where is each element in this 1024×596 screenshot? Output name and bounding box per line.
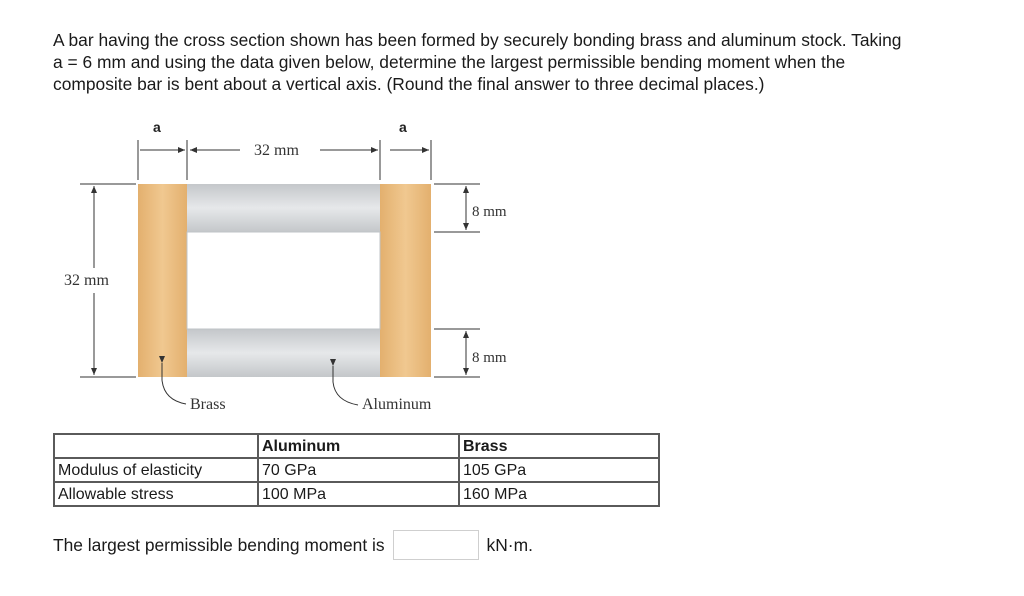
dim-width-label: 32 mm bbox=[254, 142, 299, 159]
answer-prompt: The largest permissible bending moment is bbox=[53, 534, 385, 555]
material-properties-table bbox=[53, 433, 660, 507]
table-header-row bbox=[54, 434, 659, 458]
label-a-left: a bbox=[153, 119, 161, 135]
problem-statement bbox=[53, 29, 1018, 95]
aluminum-value: 70 GPa bbox=[258, 458, 459, 482]
aluminum-bottom-plate bbox=[187, 329, 380, 377]
problem-line-3: composite bar is bent about a vertical axis. (Round the final answer to three decimal places.) bbox=[53, 74, 765, 94]
brass-value: 160 MPa bbox=[459, 482, 659, 506]
problem-line-1: A bar having the cross section shown has been formed by securely bonding brass and aluminum stock. Taking bbox=[53, 30, 902, 50]
answer-input[interactable] bbox=[393, 530, 479, 560]
label-brass: Brass bbox=[190, 396, 226, 413]
header-aluminum: Aluminum bbox=[258, 434, 459, 458]
label-aluminum: Aluminum bbox=[362, 396, 432, 413]
brass-right-bar bbox=[380, 184, 431, 377]
answer-unit: kN·m. bbox=[486, 534, 533, 555]
row-label: Allowable stress bbox=[54, 482, 258, 506]
table-row bbox=[54, 482, 659, 506]
hollow-core bbox=[187, 232, 380, 329]
table-row bbox=[54, 458, 659, 482]
aluminum-top-plate bbox=[187, 184, 380, 232]
cross-section-figure bbox=[50, 118, 530, 418]
row-label: Modulus of elasticity bbox=[54, 458, 258, 482]
dim-height-label: 32 mm bbox=[64, 272, 109, 289]
answer-row bbox=[53, 530, 533, 560]
dim-top-thickness-label: 8 mm bbox=[472, 204, 507, 220]
brass-value: 105 GPa bbox=[459, 458, 659, 482]
dim-bottom-thickness-label: 8 mm bbox=[472, 350, 507, 366]
aluminum-value: 100 MPa bbox=[258, 482, 459, 506]
header-empty-cell bbox=[54, 434, 258, 458]
label-a-right: a bbox=[399, 119, 407, 135]
brass-left-bar bbox=[138, 184, 187, 377]
problem-line-2: a = 6 mm and using the data given below, determine the largest permissible bending moment when the bbox=[53, 52, 846, 72]
header-brass: Brass bbox=[459, 434, 659, 458]
